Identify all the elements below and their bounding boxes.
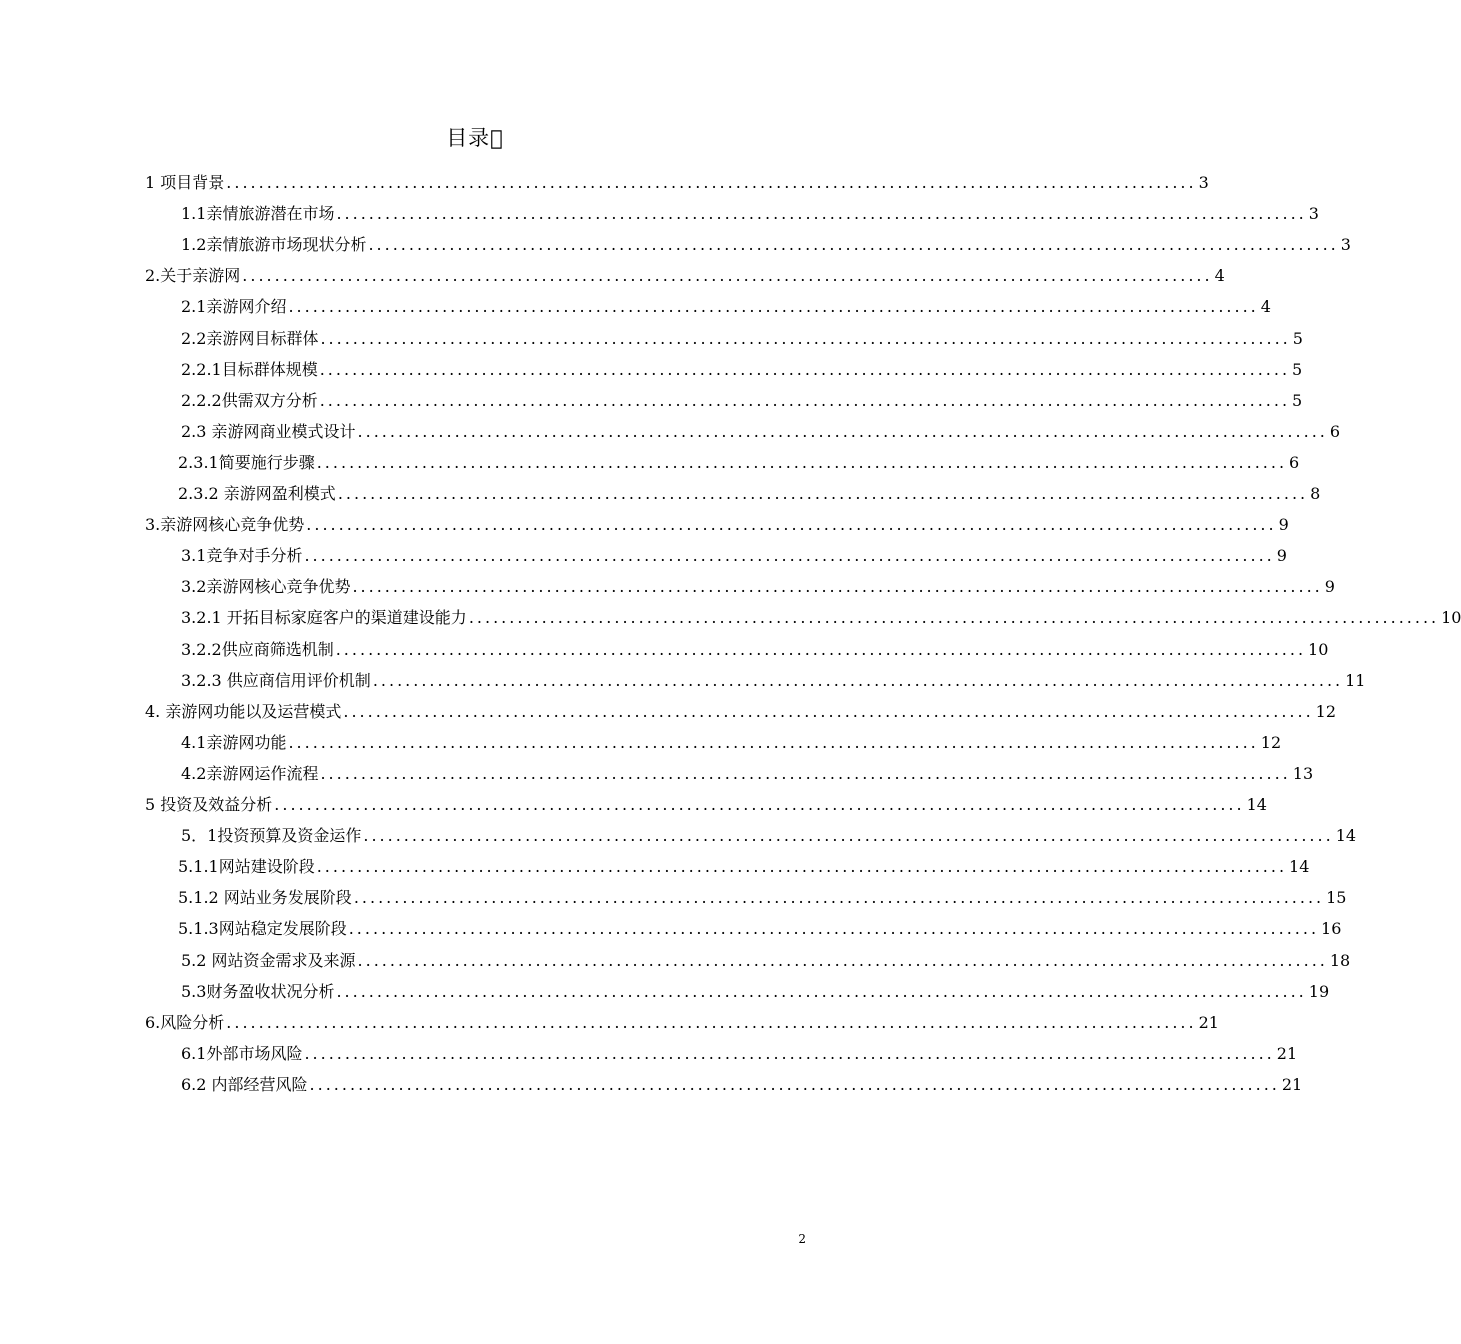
toc-entry-page: 18 bbox=[1329, 951, 1351, 970]
toc-dot-leader: ........................................................................................................................ bbox=[357, 422, 1328, 441]
toc-entry-page: 9 bbox=[1276, 546, 1287, 565]
toc-entry-label: 2.2.2供需双方分析 bbox=[181, 391, 318, 410]
toc-dot-leader: ........................................................................................................................ bbox=[304, 1044, 1275, 1063]
toc-entry-label: 1.2亲情旅游市场现状分析 bbox=[181, 235, 367, 254]
toc-entry-label: 6.风险分析 bbox=[145, 1013, 225, 1032]
toc-entry-label: 5.3财务盈收状况分析 bbox=[181, 982, 335, 1001]
toc-entry-page: 14 bbox=[1335, 826, 1357, 845]
toc-dot-leader: ........................................................................................................................ bbox=[319, 360, 1291, 379]
toc-dot-leader: ........................................................................................................................ bbox=[368, 235, 1339, 254]
toc-entry-label: 2.1亲游网介绍 bbox=[181, 297, 287, 316]
toc-dot-leader: ........................................................................................................................ bbox=[337, 484, 1309, 503]
toc-entry[interactable] bbox=[145, 789, 1267, 815]
toc-entry-label: 3.2.2供应商筛选机制 bbox=[181, 640, 334, 659]
toc-entry-page: 6 bbox=[1329, 422, 1341, 441]
toc-entry-page: 12 bbox=[1260, 733, 1282, 752]
toc-entry-page: 3 bbox=[1308, 204, 1319, 223]
toc-dot-leader: ........................................................................................................................ bbox=[352, 577, 1323, 596]
toc-entry-page: 3 bbox=[1198, 173, 1209, 192]
toc-entry[interactable] bbox=[145, 1007, 1219, 1033]
toc-dot-leader: ........................................................................................................................ bbox=[288, 733, 1259, 752]
toc-entry-page: 6 bbox=[1289, 453, 1300, 472]
toc-dot-leader: ........................................................................................................................ bbox=[316, 453, 1288, 472]
toc-entry[interactable] bbox=[178, 447, 1300, 473]
toc-entry-page: 19 bbox=[1308, 982, 1330, 1001]
toc-dot-leader: ........................................................................................................................ bbox=[304, 546, 1275, 565]
toc-dot-leader: ........................................................................................................................ bbox=[353, 888, 1325, 907]
toc-entry-page: 11 bbox=[1345, 671, 1366, 690]
toc-entry[interactable] bbox=[145, 260, 1225, 286]
toc-entry-label: 1.1亲情旅游潜在市场 bbox=[181, 204, 335, 223]
toc-entry-label: 3.亲游网核心竞争优势 bbox=[145, 515, 305, 534]
toc-entry-label: 2.3.1简要施行步骤 bbox=[178, 453, 315, 472]
toc-dot-leader: ........................................................................................................................ bbox=[336, 204, 1307, 223]
page-number: 2 bbox=[798, 1232, 806, 1246]
toc-entry-page: 4 bbox=[1260, 297, 1271, 316]
toc-dot-leader: ........................................................................................................................ bbox=[468, 608, 1440, 627]
toc-entry-label: 3.2.3 供应商信用评价机制 bbox=[181, 671, 371, 690]
toc-entry[interactable] bbox=[178, 478, 1321, 504]
toc-entry-page: 13 bbox=[1292, 764, 1314, 783]
toc-entry-page: 10 bbox=[1308, 640, 1329, 659]
toc-dot-leader: ........................................................................................................................ bbox=[335, 640, 1307, 659]
toc-entry[interactable] bbox=[181, 634, 1329, 660]
toc-entry-page: 9 bbox=[1278, 515, 1289, 534]
toc-entry[interactable] bbox=[178, 882, 1347, 908]
toc-entry[interactable] bbox=[181, 820, 1357, 846]
toc-entry-page: 16 bbox=[1321, 919, 1342, 938]
toc-entry[interactable] bbox=[181, 291, 1271, 317]
toc-entry-page: 14 bbox=[1289, 857, 1310, 876]
toc-entry-label: 6.1外部市场风险 bbox=[181, 1044, 303, 1063]
toc-dot-leader: ........................................................................................................................ bbox=[288, 297, 1259, 316]
toc-entry[interactable] bbox=[181, 758, 1314, 784]
toc-entry-page: 3 bbox=[1340, 235, 1351, 254]
toc-dot-leader: ........................................................................................................................ bbox=[357, 951, 1328, 970]
toc-entry-page: 14 bbox=[1246, 795, 1267, 814]
toc-entry-label: 4. 亲游网功能以及运营模式 bbox=[145, 702, 342, 721]
toc-entry[interactable] bbox=[145, 167, 1209, 193]
toc-entry-label: 2.3 亲游网商业模式设计 bbox=[181, 422, 356, 441]
toc-entry[interactable] bbox=[181, 945, 1351, 971]
toc-dot-leader: ........................................................................................................................ bbox=[363, 826, 1334, 845]
toc-entry[interactable] bbox=[181, 1038, 1298, 1064]
toc-entry[interactable] bbox=[145, 509, 1289, 535]
toc-entry[interactable] bbox=[181, 1069, 1303, 1095]
toc-entry[interactable] bbox=[178, 913, 1342, 939]
toc-entry[interactable] bbox=[145, 696, 1337, 722]
toc-dot-leader: ........................................................................................................................ bbox=[309, 1075, 1280, 1094]
toc-entry[interactable] bbox=[181, 571, 1335, 597]
toc-title: 目录  bbox=[446, 126, 504, 150]
toc-entry-label: 5.1.1网站建设阶段 bbox=[178, 857, 315, 876]
toc-dot-leader: ........................................................................................................................ bbox=[320, 764, 1291, 783]
toc-entry-page: 21 bbox=[1281, 1075, 1303, 1094]
toc-dot-leader: ........................................................................................................................ bbox=[274, 795, 1245, 814]
toc-entry[interactable] bbox=[181, 385, 1303, 411]
toc-dot-leader: ........................................................................................................................ bbox=[226, 1013, 1197, 1032]
toc-entry[interactable] bbox=[181, 354, 1303, 380]
toc-entry-label: 4.2亲游网运作流程 bbox=[181, 764, 319, 783]
toc-entry-page: 10 bbox=[1441, 608, 1461, 627]
toc-entry-page: 4 bbox=[1214, 266, 1225, 285]
toc-dot-leader: ........................................................................................................................ bbox=[319, 391, 1291, 410]
toc-entry[interactable] bbox=[181, 665, 1366, 691]
toc-entry-label: 3.2亲游网核心竞争优势 bbox=[181, 577, 351, 596]
toc-entry-label: 4.1亲游网功能 bbox=[181, 733, 287, 752]
toc-entry[interactable] bbox=[181, 540, 1287, 566]
toc-entry-page: 5 bbox=[1292, 360, 1303, 379]
toc-entry-label: 2.关于亲游网 bbox=[145, 266, 241, 285]
toc-entry-label: 5.2 网站资金需求及来源 bbox=[181, 951, 356, 970]
toc-entry-page: 21 bbox=[1198, 1013, 1219, 1032]
toc-entry[interactable] bbox=[181, 727, 1282, 753]
toc-dot-leader: ........................................................................................................................ bbox=[306, 515, 1277, 534]
toc-dot-leader: ........................................................................................................................ bbox=[242, 266, 1213, 285]
toc-entry[interactable] bbox=[181, 602, 1461, 628]
toc-entry-label: 3.2.1 开拓目标家庭客户的渠道建设能力 bbox=[181, 608, 467, 627]
toc-entry-page: 5 bbox=[1292, 329, 1303, 348]
toc-entry[interactable] bbox=[181, 198, 1319, 224]
toc-entry-page: 12 bbox=[1315, 702, 1337, 721]
toc-entry-label: 5.1.2 网站业务发展阶段 bbox=[178, 888, 352, 907]
toc-dot-leader: ........................................................................................................................ bbox=[320, 329, 1291, 348]
toc-dot-leader: ........................................................................................................................ bbox=[336, 982, 1307, 1001]
toc-entry[interactable] bbox=[181, 976, 1330, 1002]
toc-entry-label: 2.2.1目标群体规模 bbox=[181, 360, 318, 379]
toc-entry[interactable] bbox=[181, 323, 1303, 349]
toc-entry-label: 5．1投资预算及资金运作 bbox=[181, 826, 362, 845]
toc-dot-leader: ........................................................................................................................ bbox=[316, 857, 1288, 876]
toc-entry[interactable] bbox=[178, 851, 1310, 877]
toc-entry-page: 21 bbox=[1276, 1044, 1298, 1063]
toc-dot-leader: ........................................................................................................................ bbox=[226, 173, 1197, 192]
toc-entry-label: 2.2亲游网目标群体 bbox=[181, 329, 319, 348]
toc-entry-page: 15 bbox=[1326, 888, 1347, 907]
toc-entry-label: 5 投资及效益分析 bbox=[145, 795, 273, 814]
toc-entry[interactable] bbox=[181, 416, 1341, 442]
toc-entry-label: 2.3.2 亲游网盈利模式 bbox=[178, 484, 336, 503]
toc-entry-label: 1 项目背景 bbox=[145, 173, 225, 192]
toc-entry-label: 6.2 内部经营风险 bbox=[181, 1075, 308, 1094]
toc-entry-page: 9 bbox=[1324, 577, 1335, 596]
toc-dot-leader: ........................................................................................................................ bbox=[348, 919, 1320, 938]
toc-entry-page: 5 bbox=[1292, 391, 1303, 410]
toc-entry-page: 8 bbox=[1310, 484, 1321, 503]
toc-dot-leader: ........................................................................................................................ bbox=[372, 671, 1344, 690]
toc-entry-label: 3.1竞争对手分析 bbox=[181, 546, 303, 565]
toc-entry-label: 5.1.3网站稳定发展阶段 bbox=[178, 919, 347, 938]
toc-dot-leader: ........................................................................................................................ bbox=[343, 702, 1314, 721]
toc-entry[interactable] bbox=[181, 229, 1351, 255]
